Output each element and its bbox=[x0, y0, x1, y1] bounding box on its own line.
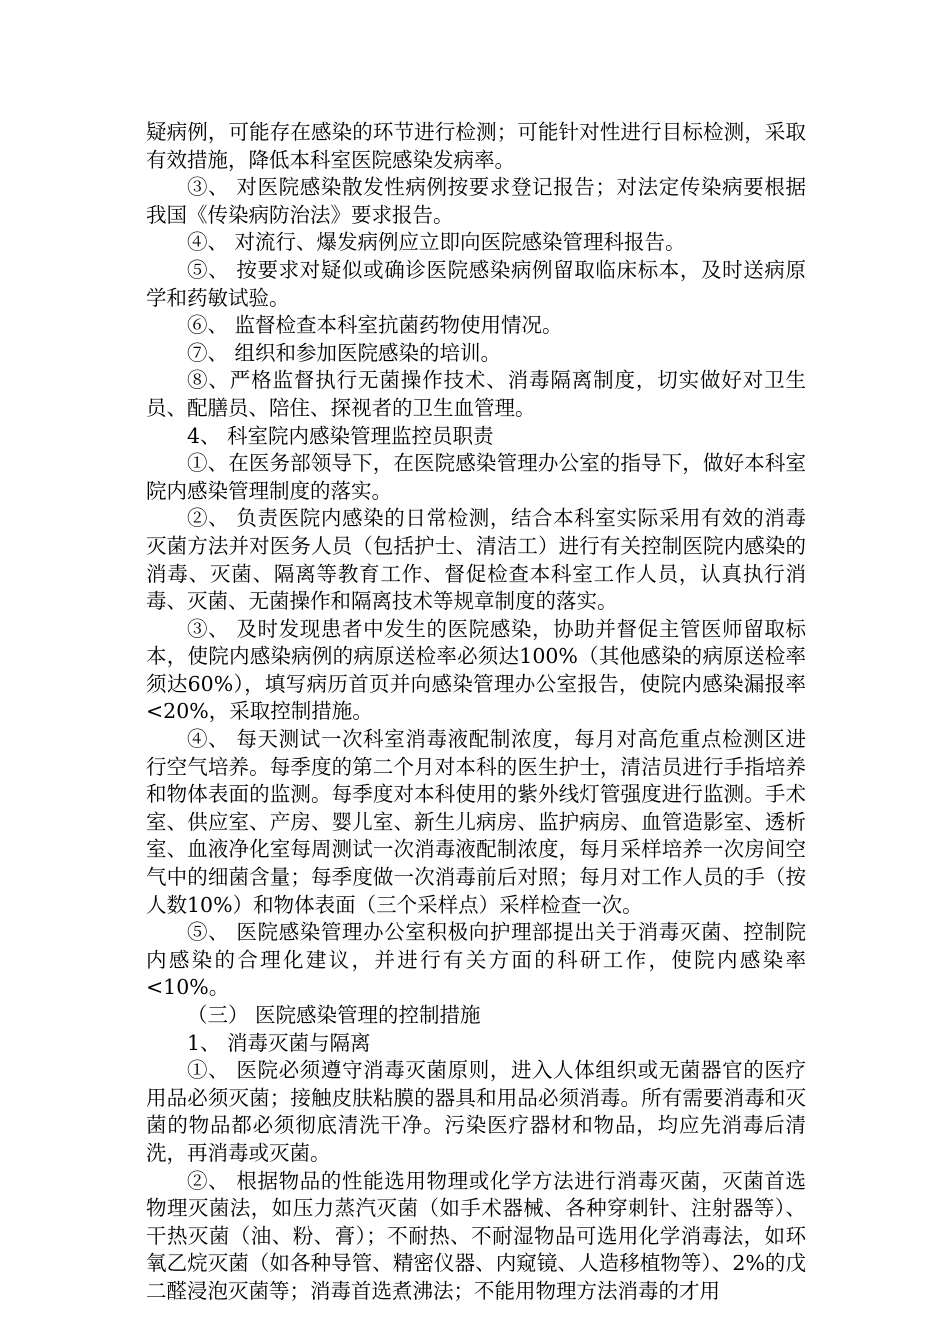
paragraph: ②、 根据物品的性能选用物理或化学方法进行消毒灭菌，灭菌首选物理灭菌法，如压力蒸汽灭菌（如手术器械、各种穿刺针、注射器等）、干热灭菌（油、粉、膏）；不耐热、不耐湿物品可选用化学消毒法，如环氧乙烷灭菌（如各种导管、精密仪器、内窥镜、人造移植物等）、2%的戊二醛浸泡灭菌等；消毒首选煮沸法；不能用物理方法消毒的才用 bbox=[146, 1168, 806, 1303]
paragraph: ④、 对流行、爆发病例应立即向医院感染管理科报告。 bbox=[187, 230, 686, 255]
paragraph: ④、 每天测试一次科室消毒液配制浓度，每月对高危重点检测区进行空气培养。每季度的第二个月对本科的医生护士，清洁员进行手指培养和物体表面的监测。每季度对本科使用的紫外线灯管强度进行监测。手术室、供应室、产房、婴儿室、新生儿病房、监护病房、血管造影室、透析室、血液净化室每周测试一次消毒液配制浓度，每月采样培养一次房间空气中的细菌含量；每季度做一次消毒前后对照；每月对工作人员的手（按人数10%）和物体表面（三个采样点）采样检查一次。 bbox=[146, 727, 806, 917]
paragraph: ⑧、严格监督执行无菌操作技术、消毒隔离制度，切实做好对卫生员、配膳员、陪住、探视者的卫生血管理。 bbox=[146, 368, 806, 420]
document-page bbox=[146, 119, 806, 1306]
subsection-heading: 1、 消毒灭菌与隔离 bbox=[187, 1030, 371, 1055]
paragraph: ⑤、 按要求对疑似或确诊医院感染病例留取临床标本，及时送病原学和药敏试验。 bbox=[146, 257, 806, 310]
paragraph: ①、在医务部领导下，在医院感染管理办公室的指导下，做好本科室院内感染管理制度的落实。 bbox=[146, 451, 806, 503]
section-heading: 4、 科室院内感染管理监控员职责 bbox=[187, 423, 494, 448]
paragraph: ⑤、 医院感染管理办公室积极向护理部提出关于消毒灭菌、控制院内感染的合理化建议，并进行有关方面的科研工作，使院内感染率<10%。 bbox=[146, 920, 806, 1000]
paragraph: ①、 医院必须遵守消毒灭菌原则，进入人体组织或无菌器官的医疗用品必须灭菌；接触皮肤粘膜的器具和用品必须消毒。所有需要消毒和灭菌的物品都必须彻底清洗干净。污染医疗器材和物品，均应先消毒后清洗，再消毒或灭菌。 bbox=[146, 1058, 806, 1165]
paragraph: ⑥、 监督检查本科室抗菌药物使用情况。 bbox=[187, 313, 563, 338]
paragraph: ⑦、 组织和参加医院感染的培训。 bbox=[187, 340, 502, 365]
section-heading: （三） 医院感染管理的控制措施 bbox=[187, 1003, 481, 1027]
paragraph: ②、 负责医院内感染的日常检测，结合本科室实际采用有效的消毒灭菌方法并对医务人员（包括护士、清洁工）进行有关控制医院内感染的消毒、灭菌、隔离等教育工作、督促检查本科室工作人员，认真执行消毒、灭菌、无菌操作和隔离技术等规章制度的落实。 bbox=[146, 506, 806, 614]
paragraph: ③、 及时发现患者中发生的医院感染，协助并督促主管医师留取标本，使院内感染病例的病原送检率必须达100%（其他感染的病原送检率须达60%），填写病历首页并向感染管理办公室报告，使院内感染漏报率<20%，采取控制措施。 bbox=[146, 616, 806, 724]
paragraph: 疑病例，可能存在感染的环节进行检测；可能针对性进行目标检测，采取有效措施，降低本科室医院感染发病率。 bbox=[146, 120, 806, 172]
paragraph: ③、 对医院感染散发性病例按要求登记报告；对法定传染病要根据我国《传染病防治法》要求报告。 bbox=[146, 175, 806, 227]
